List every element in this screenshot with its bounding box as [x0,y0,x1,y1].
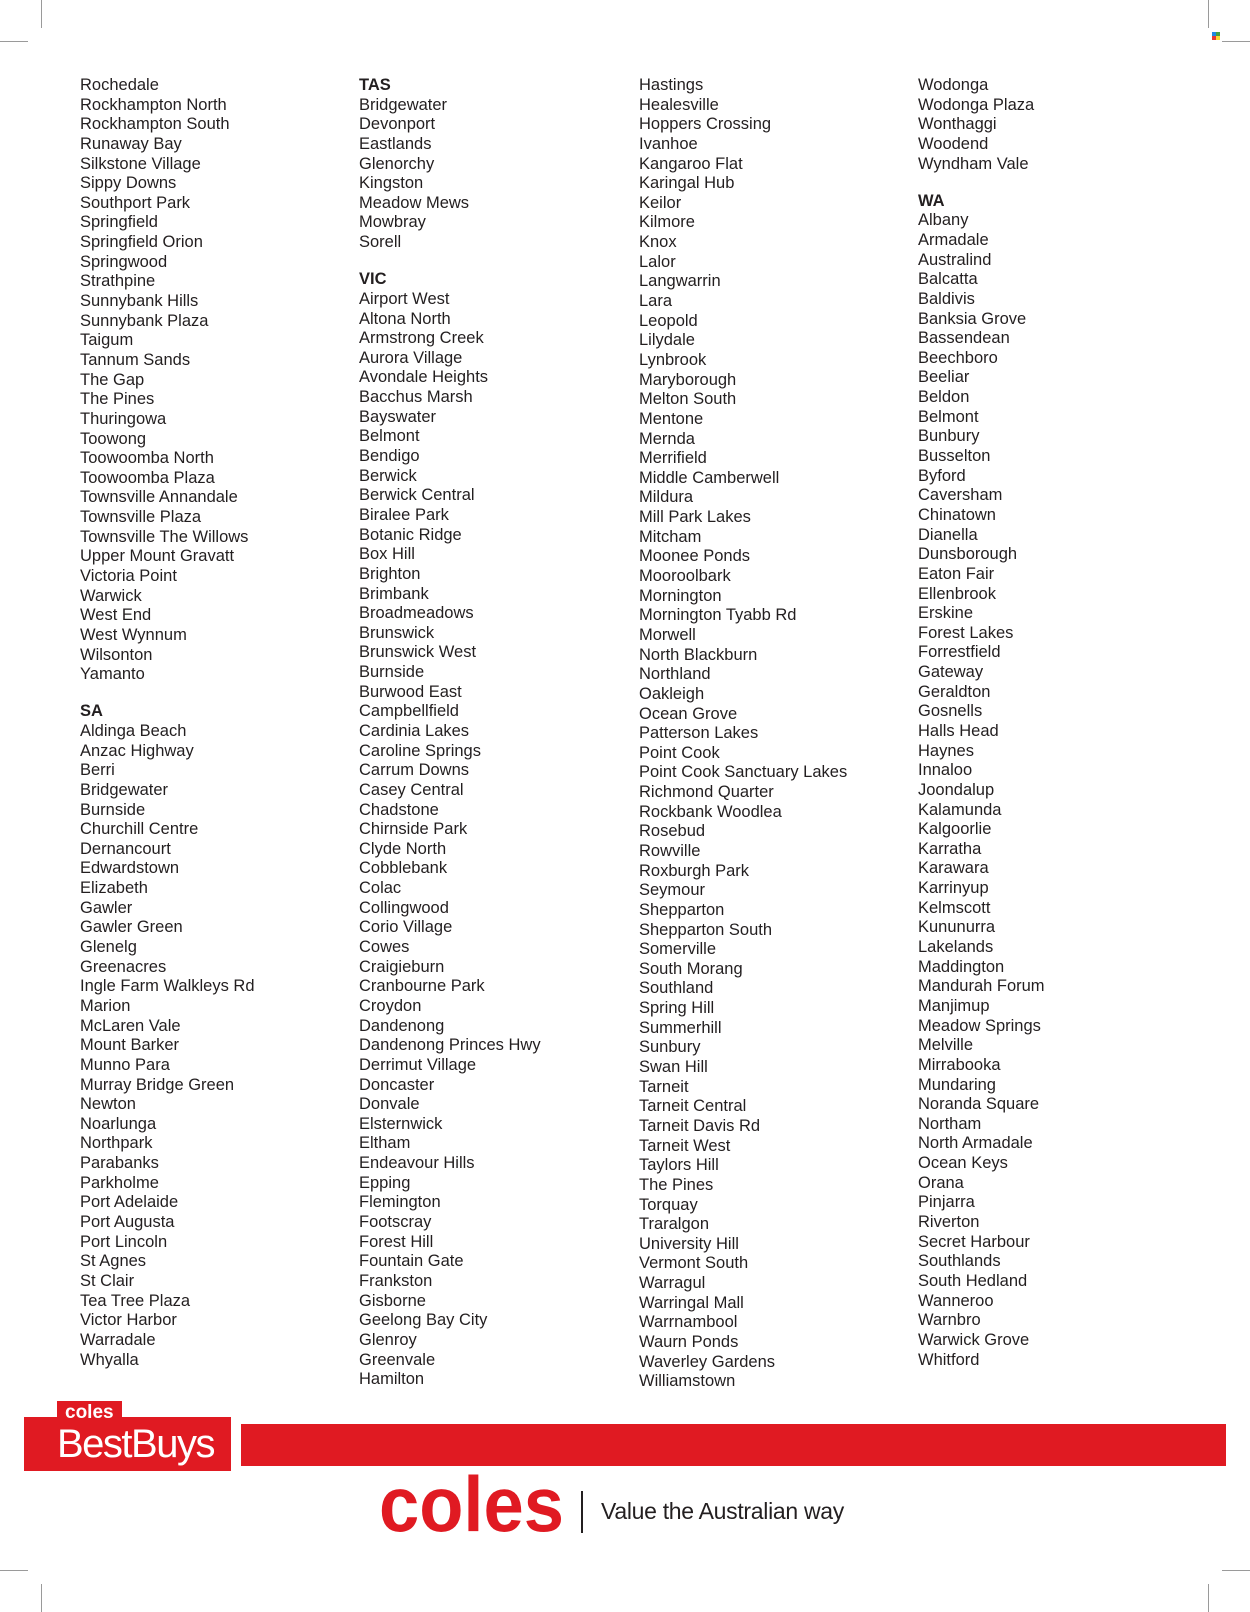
store-name: Morwell [639,625,696,644]
store-name: Melton South [639,390,737,409]
store-name: Forest Lakes [918,623,1014,642]
store-section [359,76,629,253]
store-name: Burnside [80,800,146,819]
store-name: Forest Hill [359,1232,434,1251]
store-section [918,76,1188,174]
store-name: Balcatta [918,270,978,289]
store-name: Collingwood [359,898,449,917]
crop-mark-top-left-v [41,0,42,28]
store-name: Rowville [639,841,701,860]
store-name: Ivanhoe [639,134,698,153]
store-name: Devonport [359,115,436,134]
store-name: Spring Hill [639,999,715,1018]
store-name: Bacchus Marsh [359,388,473,407]
store-name: Broadmeadows [359,604,474,623]
store-name: Lalor [639,252,676,271]
store-name: Traralgon [639,1215,710,1234]
store-name: Port Lincoln [80,1232,168,1251]
store-name: Greenvale [359,1350,436,1369]
store-name: Avondale Heights [359,368,489,387]
store-name: Port Augusta [80,1213,175,1232]
store-name: Healesville [639,95,719,114]
brand-tagline: Value the Australian way [601,1498,844,1524]
store-name: Churchill Centre [80,820,199,839]
store-name: Pinjarra [918,1193,975,1212]
store-name: Bridgewater [80,780,169,799]
store-name: Kalgoorlie [918,820,992,839]
footer-divider [581,1491,583,1533]
store-name: Elsternwick [359,1114,443,1133]
store-name: Aldinga Beach [80,722,187,740]
store-name: Ellenbrook [918,584,996,603]
store-name: Gosnells [918,702,983,721]
store-name: Merrifield [639,449,707,468]
store-name: Brighton [359,564,421,583]
store-name: Bayswater [359,407,437,426]
store-name: The Pines [80,390,155,409]
store-name: Munno Para [80,1055,170,1074]
state-heading: TAS [359,76,391,94]
store-name: Silkstone Village [80,154,201,173]
store-name: Seymour [639,881,706,900]
store-name: Victoria Point [80,567,177,586]
crop-mark-top-left-h [0,41,28,42]
store-name: Orana [918,1173,964,1192]
store-name: Campbellfield [359,702,459,721]
store-name: Summerhill [639,1018,722,1037]
store-name: West End [80,606,152,625]
store-name: Dianella [918,525,978,544]
store-name: Sunbury [639,1038,701,1057]
store-name: Ocean Keys [918,1154,1008,1173]
crop-mark-bottom-left-h [0,1570,28,1571]
store-name: Box Hill [359,545,415,564]
store-name: Port Adelaide [80,1193,179,1212]
store-name: Parabanks [80,1154,159,1173]
store-name: Maryborough [639,370,737,389]
store-name: Mooroolbark [639,567,731,586]
store-name: Sorell [359,233,402,252]
store-list [80,76,1200,1396]
store-name: Busselton [918,447,991,466]
crop-mark-bottom-right-v [1208,1584,1209,1612]
store-name: Wonthaggi [918,115,997,134]
store-name: Chirnside Park [359,820,468,839]
store-name: Mandurah Forum [918,977,1045,996]
store-name: Bendigo [359,447,420,466]
coles-bestbuys-logo [24,1401,231,1471]
store-name: Burnside [359,663,425,682]
store-name: Townsville Annandale [80,488,238,507]
store-name: Langwarrin [639,272,721,291]
store-name: Yamanto [80,665,145,684]
store-name: Townsville The Willows [80,527,249,546]
state-heading: WA [918,191,945,210]
store-name: Aurora Village [359,348,463,367]
store-name: Southland [639,979,714,998]
store-name: Victor Harbor [80,1311,177,1330]
store-name: Bassendean [918,329,1010,348]
store-name: Colac [359,879,402,898]
store-name: Kununurra [918,918,996,937]
store-name: Bunbury [918,427,980,446]
store-name: Taylors Hill [639,1156,719,1175]
store-name: Riverton [918,1213,980,1232]
store-name: Parkholme [80,1173,159,1192]
store-name: Tea Tree Plaza [80,1291,191,1310]
store-name: Derrimut Village [359,1055,477,1074]
store-name: Mowbray [359,213,426,232]
store-name: Corio Village [359,918,453,937]
store-name: Rochedale [80,76,159,94]
store-name: Springfield [80,213,158,232]
store-name: Haynes [918,741,974,760]
store-name: Ingle Farm Walkleys Rd [80,977,255,996]
store-name: Lynbrook [639,350,707,369]
store-name: Noranda Square [918,1095,1040,1114]
crop-mark-top-right-h [1222,41,1250,42]
store-name: Tarneit Central [639,1097,747,1116]
store-name: Richmond Quarter [639,783,774,802]
store-name: Carrum Downs [359,761,470,780]
store-name: Bridgewater [359,95,448,114]
store-name: Marion [80,996,131,1015]
store-name: Mundaring [918,1075,996,1094]
store-name: Hoppers Crossing [639,115,772,134]
red-banner-bar [241,1424,1226,1466]
store-name: Springwood [80,252,168,271]
store-name: Kingston [359,174,424,193]
store-name: Warragul [639,1274,706,1293]
store-name: Shepparton [639,900,725,919]
store-name: Southport Park [80,193,191,212]
store-name: Dandenong [359,1016,445,1035]
store-name: Kalamunda [918,800,1002,819]
bestbuys-coles-label: coles [57,1401,122,1425]
store-name: Melville [918,1036,974,1055]
store-name: Hastings [639,76,704,94]
store-name: Flemington [359,1193,441,1212]
store-name: Vermont South [639,1254,749,1273]
store-name: Mornington [639,586,722,605]
store-name: Gawler [80,898,133,917]
store-name: Wodonga [918,76,989,94]
store-name: Woodend [918,134,989,153]
store-name: Northpark [80,1134,153,1153]
store-name: Noarlunga [80,1114,157,1133]
store-name: Eaton Fair [918,564,995,583]
store-name: Middle Camberwell [639,468,780,487]
store-name: Kangaroo Flat [639,154,743,173]
store-name: University Hill [639,1234,739,1253]
store-name: Point Cook Sanctuary Lakes [639,763,848,782]
store-name: Strathpine [80,272,156,291]
store-name: Burwood East [359,682,462,701]
store-section [918,192,1188,1370]
store-name: Mitcham [639,527,702,546]
store-name: Rockhampton South [80,115,230,134]
store-name: Point Cook [639,743,720,762]
store-name: Mernda [639,429,695,448]
store-name: Botanic Ridge [359,525,462,544]
store-section [80,76,350,685]
store-name: Beechboro [918,348,998,367]
store-name: Wanneroo [918,1291,994,1310]
store-name: Tarneit [639,1077,689,1096]
state-heading: VIC [359,270,387,289]
store-name: Whitford [918,1350,980,1369]
store-name: Joondalup [918,780,995,799]
store-name: Croydon [359,996,422,1015]
store-name: Anzac Highway [80,741,194,760]
store-name: Australind [918,250,992,269]
store-name: Warwick [80,586,142,605]
store-name: Biralee Park [359,505,449,524]
store-name: Wyndham Vale [918,154,1029,173]
store-name: Williamstown [639,1372,736,1391]
store-name: Maddington [918,957,1005,976]
crop-mark-bottom-left-v [41,1584,42,1612]
store-name: Karawara [918,859,989,878]
store-name: Caroline Springs [359,741,481,760]
store-name: Karingal Hub [639,174,735,193]
store-name: Belmont [359,427,420,446]
store-name: Warrnambool [639,1313,738,1332]
store-name: South Morang [639,959,743,978]
store-name: Geelong Bay City [359,1311,488,1330]
store-name: Casey Central [359,780,464,799]
store-name: Innaloo [918,761,973,780]
store-name: Moonee Ponds [639,547,750,566]
store-name: Runaway Bay [80,134,182,153]
store-name: Glenroy [359,1330,417,1349]
store-name: Berwick [359,466,417,485]
store-name: Torquay [639,1195,698,1214]
store-name: The Pines [639,1175,714,1194]
store-name: North Armadale [918,1134,1033,1153]
store-name: Mornington Tyabb Rd [639,606,797,625]
store-name: Oakleigh [639,684,705,703]
store-name: Somerville [639,940,717,959]
store-name: Toowoomba North [80,449,214,468]
store-name: Dandenong Princes Hwy [359,1036,541,1055]
store-name: Erskine [918,604,974,623]
store-name: Fountain Gate [359,1252,464,1271]
store-name: Halls Head [918,722,999,740]
store-name: Glenorchy [359,154,435,173]
store-section [359,270,629,1390]
store-name: Townsville Plaza [80,508,202,527]
store-name: Mill Park Lakes [639,508,751,527]
store-name: Byford [918,466,966,485]
store-name: South Hedland [918,1271,1028,1290]
store-name: Footscray [359,1213,432,1232]
store-name: Dernancourt [80,839,171,858]
store-name: The Gap [80,370,145,389]
store-name: Toowoomba Plaza [80,468,215,487]
store-name: Eastlands [359,134,432,153]
store-name: Murray Bridge Green [80,1075,235,1094]
store-name: Whyalla [80,1350,139,1369]
store-name: Armadale [918,230,989,249]
store-name: North Blackburn [639,645,758,664]
store-name: Gawler Green [80,918,183,937]
store-name: West Wynnum [80,625,187,644]
store-name: Warnbro [918,1311,981,1330]
store-name: Karratha [918,839,982,858]
crop-mark-top-right-v [1208,0,1209,28]
store-name: Wodonga Plaza [918,95,1035,114]
store-name: Meadow Mews [359,193,470,212]
store-name: Cranbourne Park [359,977,485,996]
store-name: Knox [639,233,677,252]
store-name: Chinatown [918,505,996,524]
store-name: Cardinia Lakes [359,722,470,740]
store-name: Donvale [359,1095,420,1114]
store-name: Northam [918,1114,982,1133]
store-name: Meadow Springs [918,1016,1041,1035]
store-name: Epping [359,1173,411,1192]
store-column-3 [639,76,909,1409]
store-name: Brimbank [359,584,429,603]
store-name: Sunnybank Plaza [80,311,209,330]
store-name: Craigieburn [359,957,445,976]
store-column-1 [80,76,350,1388]
store-name: Cowes [359,938,410,957]
store-name: Patterson Lakes [639,724,759,743]
store-name: Gateway [918,663,984,682]
store-name: Chadstone [359,800,439,819]
store-name: Tannum Sands [80,350,191,369]
store-name: Doncaster [359,1075,435,1094]
store-name: Leopold [639,311,698,330]
store-name: Kilmore [639,213,695,232]
store-name: Endeavour Hills [359,1154,475,1173]
store-name: Dunsborough [918,545,1018,564]
store-name: Rockbank Woodlea [639,802,782,821]
store-name: Banksia Grove [918,309,1027,328]
store-name: Taigum [80,331,134,350]
store-name: Wilsonton [80,645,153,664]
store-name: Airport West [359,289,450,308]
store-name: Belmont [918,407,979,426]
store-column-2 [359,76,629,1407]
coles-logo-text: coles [379,1471,564,1541]
store-name: Tarneit Davis Rd [639,1116,761,1135]
store-name: Sippy Downs [80,174,177,193]
store-column-4 [918,76,1188,1388]
store-name: Sunnybank Hills [80,292,199,311]
store-name: Karrinyup [918,879,989,898]
store-name: Waverley Gardens [639,1352,776,1371]
store-section [80,702,350,1370]
store-name: Mildura [639,488,694,507]
store-section [639,76,909,1392]
store-name: Mirrabooka [918,1055,1001,1074]
store-name: Greenacres [80,957,167,976]
store-name: Armstrong Creek [359,329,484,348]
store-name: Toowong [80,429,147,448]
store-name: Warringal Mall [639,1293,744,1312]
store-name: Springfield Orion [80,233,203,252]
store-name: Roxburgh Park [639,861,750,880]
store-name: Beldon [918,388,970,407]
store-name: McLaren Vale [80,1016,181,1035]
store-name: Swan Hill [639,1058,708,1077]
store-name: St Agnes [80,1252,147,1271]
store-name: Rockhampton North [80,95,227,114]
store-name: Baldivis [918,289,975,308]
store-name: Edwardstown [80,859,180,878]
store-name: Lilydale [639,331,695,350]
store-name: Forrestfield [918,643,1001,662]
store-name: Frankston [359,1271,433,1290]
state-heading: SA [80,702,103,721]
store-name: Caversham [918,486,1003,505]
store-name: Brunswick [359,623,435,642]
store-name: Shepparton South [639,920,773,939]
store-name: Thuringowa [80,409,167,428]
store-name: Gisborne [359,1291,426,1310]
store-name: Berwick Central [359,486,475,505]
store-name: Ocean Grove [639,704,738,723]
store-name: Cobblebank [359,859,448,878]
store-name: Brunswick West [359,643,477,662]
coles-logo [379,1471,564,1541]
store-name: Glenelg [80,938,137,957]
store-name: Tarneit West [639,1136,731,1155]
store-name: Lara [639,292,673,311]
store-name: Clyde North [359,839,447,858]
store-name: Geraldton [918,682,991,701]
store-name: Elizabeth [80,879,148,898]
store-name: St Clair [80,1271,135,1290]
store-name: Hamilton [359,1370,425,1389]
store-name: Newton [80,1095,136,1114]
store-name: Upper Mount Gravatt [80,547,235,566]
store-name: Kelmscott [918,898,991,917]
store-name: Altona North [359,309,451,328]
store-name: Eltham [359,1134,411,1153]
store-name: Waurn Ponds [639,1333,739,1351]
store-name: Rosebud [639,822,706,841]
store-name: Warwick Grove [918,1330,1030,1349]
store-name: Southlands [918,1252,1001,1271]
store-name: Beeliar [918,368,970,387]
color-registration-icon [1212,32,1220,40]
store-name: Mount Barker [80,1036,180,1055]
store-name: Northland [639,665,711,684]
store-name: Warradale [80,1330,156,1349]
store-name: Manjimup [918,996,990,1015]
store-name: Berri [80,761,115,780]
store-name: Secret Harbour [918,1232,1030,1251]
store-name: Keilor [639,193,682,212]
store-name: Albany [918,211,969,230]
store-name: Lakelands [918,938,994,957]
bestbuys-label: BestBuys [57,1422,214,1466]
crop-mark-bottom-right-h [1222,1570,1250,1571]
store-name: Mentone [639,409,704,428]
